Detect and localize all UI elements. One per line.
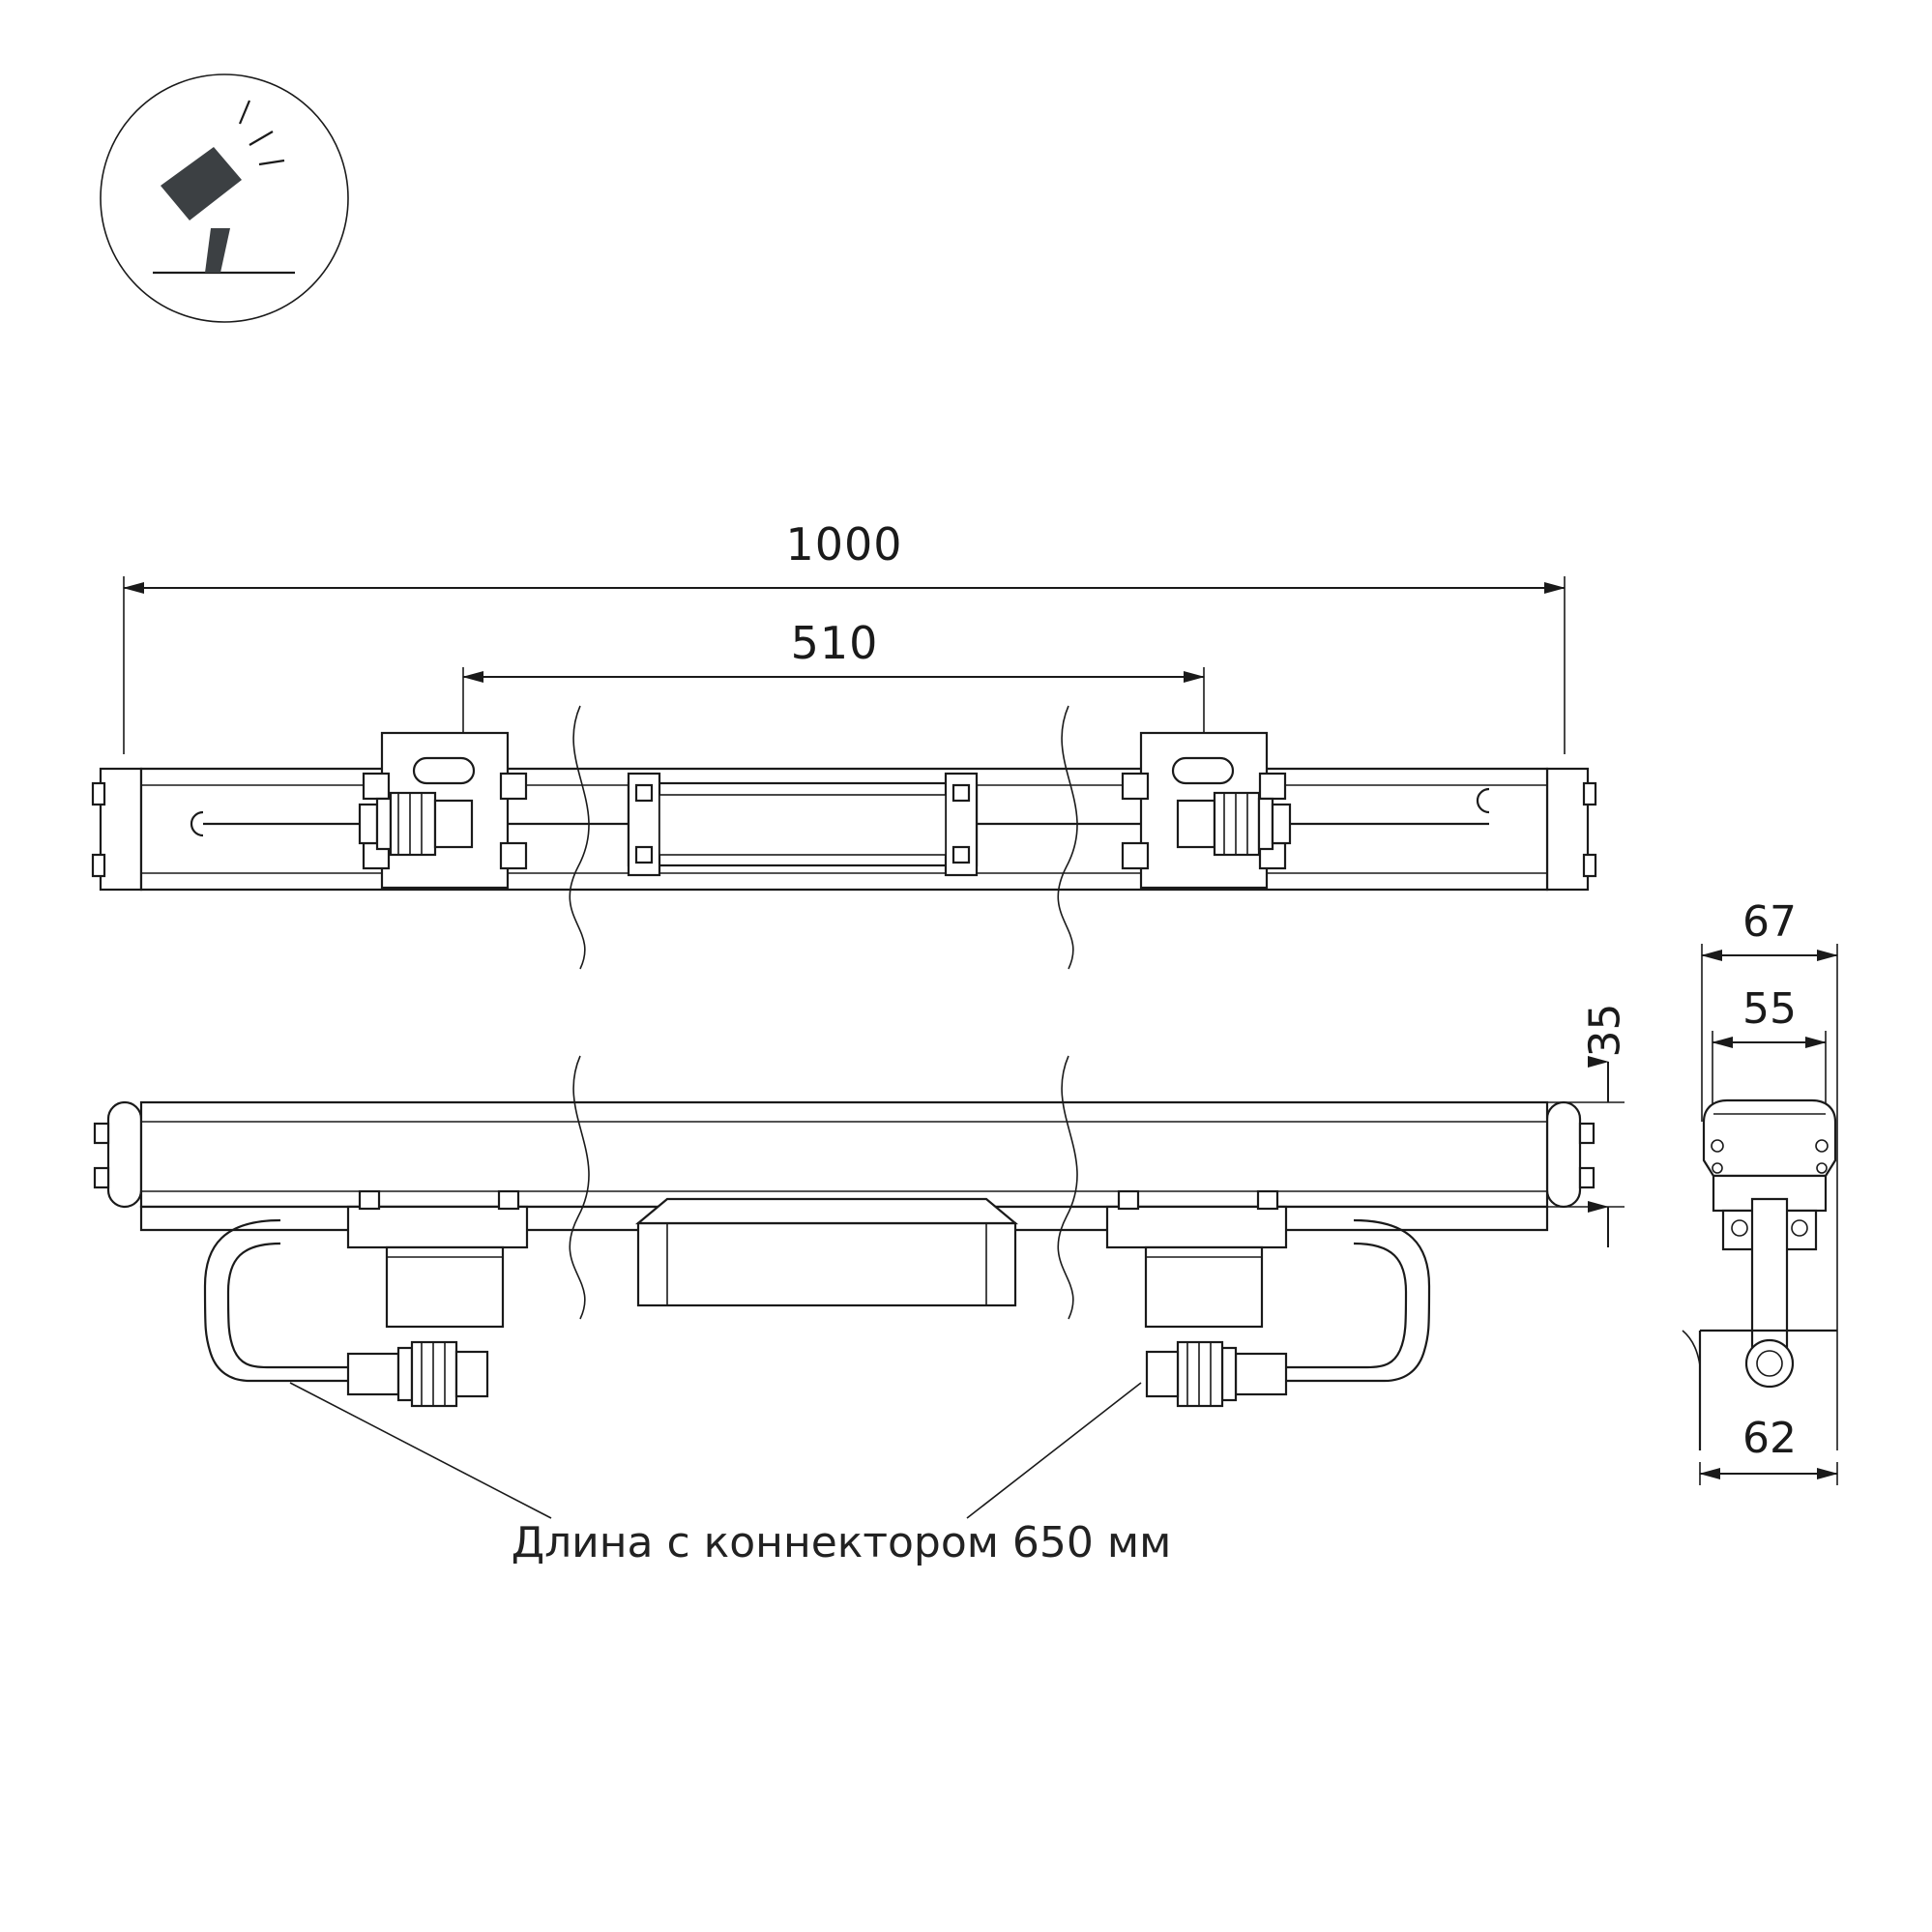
floodlight-on-ground-icon (101, 74, 348, 322)
dimension-label-total-length: 1000 (785, 518, 903, 571)
dimension-label-section-outer: 67 (1742, 897, 1797, 947)
connector-length-caption: Длина с коннектором 650 мм (511, 1518, 1172, 1567)
dimension-label-mount-spacing: 510 (790, 617, 879, 669)
fixture-front-view (95, 1056, 1594, 1406)
dimension-label-bracket-width: 62 (1742, 1414, 1797, 1463)
dimension-label-section-inner: 55 (1742, 984, 1797, 1034)
fixture-top-view (93, 706, 1595, 969)
dimension-label-height-offset: 35 (1580, 1003, 1630, 1058)
